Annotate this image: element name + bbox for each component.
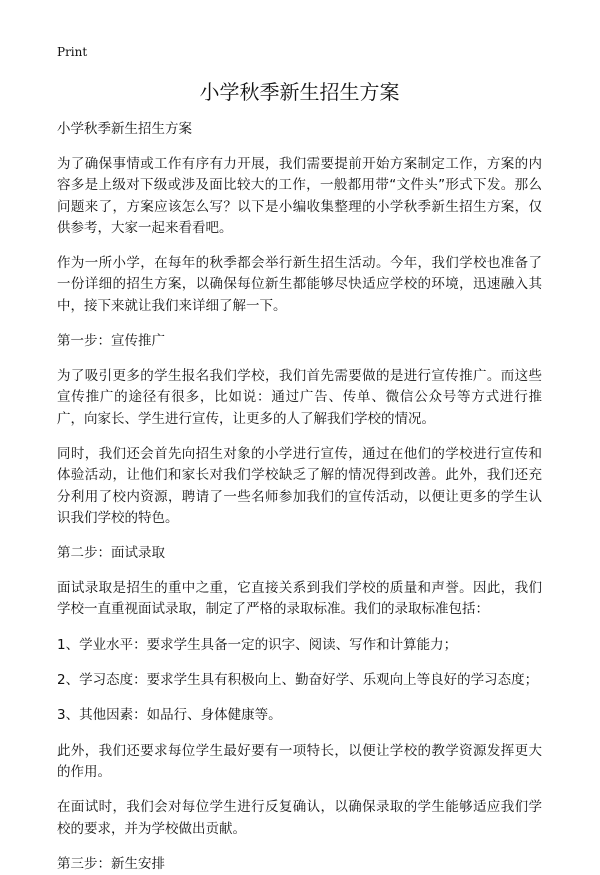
paragraph-promotion-detail: 同时，我们还会首先向招生对象的小学进行宣传，通过在他们的学校进行宣传和体验活动，让他们和家长对我们学校缺乏了解的情况得到改善。此外，我们还充分利用了校内资源，聘请了一些名师参加我们的宣传活动，以便让更多的学生认识我们学校的特色。 (57, 445, 542, 526)
section-heading-step2: 第二步：面试录取 (57, 545, 165, 562)
page-title: 小学秋季新生招生方案 (199, 80, 400, 104)
doc-subtitle: 小学秋季新生招生方案 (57, 121, 192, 137)
list-item-attitude: 2、学习态度：要求学生具有积极向上、勤奋好学、乐观向上等良好的学习态度； (57, 672, 539, 689)
section-heading-step1: 第一步：宣传推广 (57, 333, 165, 350)
paragraph-specialty: 此外，我们还要求每位学生最好要有一项特长，以便让学校的教学资源发挥更大的作用。 (57, 742, 542, 780)
paragraph-interview: 面试录取是招生的重中之重，它直接关系到我们学校的质量和声誉。因此，我们学校一直重视面试录取，制定了严格的录取标准。我们的录取标准包括： (57, 580, 542, 618)
section-heading-step3: 第三步：新生安排 (57, 855, 165, 872)
list-item-other: 3、其他因素：如品行、身体健康等。 (57, 707, 282, 724)
paragraph-confirmation: 在面试时，我们会对每位学生进行反复确认，以确保录取的学生能够适应我们学校的要求，并为学校做出贡献。 (57, 799, 542, 837)
list-item-academic: 1、学业水平：要求学生具备一定的识字、阅读、写作和计算能力； (57, 636, 458, 653)
paragraph-promotion: 为了吸引更多的学生报名我们学校，我们首先需要做的是进行宣传推广。而这些宣传推广的途径有很多，比如说：通过广告、传单、微信公众号等方式进行推广，向家长、学生进行宣传，让更多的人了解我们学校的情况。 (57, 368, 542, 427)
paragraph-intro: 为了确保事情或工作有序有力开展，我们需要提前开始方案制定工作，方案的内容多是上级对下级或涉及面比较大的工作，一般都用带“文件头”形式下发。那么问题来了，方案应该怎么写？以下是小编收集整理的小学秋季新生招生方案，仅供参考，大家一起来看看吧。 (57, 156, 542, 236)
paragraph-overview: 作为一所小学，在每年的秋季都会举行新生招生活动。今年，我们学校也准备了一份详细的招生方案，以确保每位新生都能够尽快适应学校的环境，迅速融入其中，接下来就让我们来详细了解一下。 (57, 255, 542, 314)
print-link[interactable]: Print (57, 45, 88, 59)
